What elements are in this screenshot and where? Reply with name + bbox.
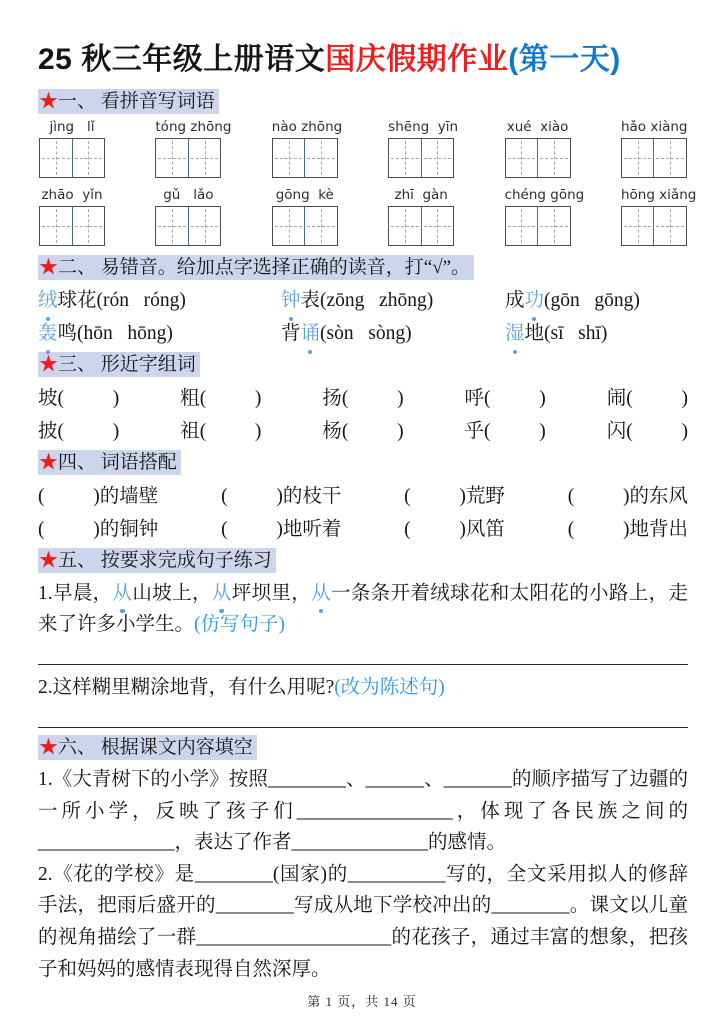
writing-box <box>505 138 571 178</box>
pinyin-word <box>620 186 697 246</box>
writing-cell <box>304 139 337 177</box>
writing-cell <box>72 139 105 177</box>
word-blank: 闹( ) <box>606 388 688 410</box>
phrase-match-row-1 <box>38 480 688 513</box>
word-blank: 乎( ) <box>464 421 546 443</box>
pinyin-label: zhāo yǐn <box>41 186 103 203</box>
writing-cell <box>40 139 72 177</box>
pinyin-label: jìng lǐ <box>49 118 95 135</box>
pinyin-options: (hōn hōng) <box>77 323 173 345</box>
section-5-title: 五、 按要求完成句子练习 <box>58 550 272 572</box>
writing-cell <box>421 207 454 245</box>
dotted-character: 绒 <box>38 284 58 317</box>
pinyin-word <box>39 119 105 178</box>
star-icon: ★ <box>39 256 59 278</box>
fill-blank: ( ) <box>57 421 120 443</box>
section-6-title: 六、 根据课文内容填空 <box>58 736 253 758</box>
writing-cell <box>421 139 454 177</box>
pinyin-word <box>388 118 459 178</box>
star-icon: ★ <box>39 736 59 758</box>
phrase-blank: ( )的东风 <box>567 485 688 507</box>
fill-blank: ( ) <box>404 485 466 507</box>
word-group-row-1 <box>38 382 688 415</box>
writing-cell <box>273 139 305 177</box>
writing-cell <box>389 207 421 245</box>
phrase-blank: ( )地背出 <box>567 519 688 541</box>
pinyin-options: (rón róng) <box>96 290 186 312</box>
star-icon: ★ <box>39 91 59 112</box>
dotted-character: 从 <box>212 578 232 610</box>
phrase-blank: ( )风笛 <box>404 519 505 541</box>
writing-cell <box>389 139 421 177</box>
pinyin-label: shēng yīn <box>388 118 459 135</box>
section-6-heading <box>38 735 688 762</box>
pronunciation-item: 成功(gōn gōng) <box>505 284 688 317</box>
writing-cell <box>506 207 538 245</box>
pinyin-row-2 <box>39 186 697 246</box>
writing-cell <box>304 207 337 245</box>
pinyin-options: (sī shī) <box>544 323 608 345</box>
section-5-heading <box>38 548 688 575</box>
writing-box <box>272 138 338 178</box>
writing-cell <box>537 139 570 177</box>
writing-box <box>388 206 454 246</box>
writing-box <box>621 206 687 246</box>
writing-box <box>505 206 571 246</box>
phrase-blank: ( )的铜钟 <box>38 519 159 541</box>
section-4-title: 四、 词语搭配 <box>58 452 177 474</box>
fill-blank: ( ) <box>567 485 630 507</box>
writing-box <box>155 138 221 178</box>
fill-blank: ( ) <box>221 519 283 541</box>
cloze-question-2: 2.《花的学校》是________(国家)的__________写的，全文采用拟人的修辞手法，把雨后盛开的________写成从地下学校冲出的________。课文以儿童的视角描绘了一群____________________的花孩子，通过丰富的想象，把孩子和妈妈的感情表现得自然深厚。 <box>38 863 688 980</box>
fill-blank: ( ) <box>199 421 262 443</box>
pinyin-label: zhī gàn <box>394 186 448 203</box>
phrase-blank: ( )的枝干 <box>221 485 342 507</box>
fill-blank: ( ) <box>38 519 100 541</box>
fill-blank: ( ) <box>626 421 688 443</box>
section-3-title: 三、 形近字组词 <box>58 354 196 376</box>
answer-line <box>38 704 688 728</box>
word-group-row-2 <box>38 415 688 448</box>
writing-cell <box>72 207 105 245</box>
dotted-character: 钟 <box>281 284 301 317</box>
pinyin-row-1 <box>39 119 687 178</box>
writing-cell <box>156 207 188 245</box>
word-blank: 呼( ) <box>464 388 546 410</box>
phrase-blank: ( )的墙壁 <box>38 485 159 507</box>
section-1-heading <box>38 89 688 116</box>
pronunciation-item: 背诵(sòn sòng) <box>281 317 505 350</box>
pinyin-label: tóng zhōng <box>155 118 232 135</box>
dotted-character: 从 <box>113 578 133 610</box>
pinyin-options: (gōn gōng) <box>544 290 640 312</box>
pronunciation-row-1 <box>38 284 688 317</box>
writing-cell <box>188 139 221 177</box>
phrase-match-row-2 <box>38 513 688 546</box>
writing-cell <box>622 139 654 177</box>
exercise-instruction: (改为陈述句) <box>334 676 445 698</box>
answer-line <box>38 641 688 665</box>
fill-blank: ( ) <box>221 485 283 507</box>
writing-cell <box>273 207 305 245</box>
fill-blank: ( ) <box>404 519 466 541</box>
pinyin-word <box>504 186 585 246</box>
title-course: 25 秋三年级上册语文 <box>38 43 326 76</box>
fill-blank: ( ) <box>341 388 404 410</box>
pinyin-word <box>39 187 105 246</box>
fill-blank: ( ) <box>484 421 546 443</box>
writing-box <box>272 206 338 246</box>
writing-cell <box>537 207 570 245</box>
title-day: (第一天) <box>508 43 621 76</box>
pinyin-word <box>271 118 343 178</box>
writing-box <box>388 138 454 178</box>
pinyin-label: hōng xiǎng <box>620 186 697 203</box>
writing-cell <box>653 139 686 177</box>
fill-blank: ( ) <box>57 388 120 410</box>
word-blank: 粗( ) <box>180 388 262 410</box>
pinyin-word <box>155 187 221 246</box>
pinyin-label: hǎo xiàng <box>620 118 688 135</box>
pinyin-word <box>505 119 571 178</box>
star-icon: ★ <box>39 452 59 474</box>
cloze-question-1: 1.《大青树下的小学》按照________、______、_______的顺序描写了边疆的一所小学，反映了孩子们________________，体现了各民族之间的______________，表达了作者______________的感情。 <box>38 769 688 854</box>
page-number: 第 1 页，共 14 页 <box>307 994 417 1009</box>
section-2-title: 二、 易错音。给加点字选择正确的读音，打“√”。 <box>58 256 471 278</box>
word-blank: 闪( ) <box>606 421 688 443</box>
sentence-exercise-2: 2.这样糊里糊涂地背，有什么用呢?(改为陈述句) <box>38 676 445 698</box>
phrase-blank: ( )荒野 <box>404 485 505 507</box>
writing-cell <box>653 207 686 245</box>
word-blank: 杨( ) <box>322 421 404 443</box>
pinyin-word <box>155 118 232 178</box>
exercise-instruction: (仿写句子) <box>194 614 286 636</box>
star-icon: ★ <box>39 354 59 376</box>
pronunciation-item: 绒球花(rón róng) <box>38 284 281 317</box>
pinyin-word <box>272 187 338 246</box>
writing-box <box>39 206 105 246</box>
fill-blank: ( ) <box>341 421 404 443</box>
page-title <box>38 40 688 79</box>
writing-cell <box>40 207 72 245</box>
word-blank: 披( ) <box>38 421 120 443</box>
writing-cell <box>188 207 221 245</box>
writing-box <box>621 138 687 178</box>
pinyin-options: (zōng zhōng) <box>320 290 434 312</box>
pinyin-word <box>388 187 454 246</box>
sentence-exercise-1: 1.早晨，从山坡上，从坪坝里，从一条条开着绒球花和太阳花的小路上，走来了许多小学生。(仿写句子) <box>38 578 688 641</box>
pinyin-options: (sòn sòng) <box>320 323 412 345</box>
word-blank: 祖( ) <box>180 421 262 443</box>
pinyin-word <box>621 119 687 178</box>
pronunciation-item: 轰鸣(hōn hōng) <box>38 317 281 350</box>
fill-blank: ( ) <box>567 519 630 541</box>
fill-blank: ( ) <box>626 388 688 410</box>
pinyin-label: gǔ lǎo <box>163 186 214 203</box>
pinyin-label: xué xiào <box>506 118 569 135</box>
section-1-title: 一、 看拼音写词语 <box>58 91 215 112</box>
pronunciation-row-2 <box>38 317 688 350</box>
word-blank: 扬( ) <box>322 388 404 410</box>
pronunciation-item: 钟表(zōng zhōng) <box>281 284 505 317</box>
pronunciation-item: 湿地(sī shī) <box>505 317 688 350</box>
writing-box <box>155 206 221 246</box>
fill-blank: ( ) <box>38 485 100 507</box>
word-blank: 坡( ) <box>38 388 120 410</box>
pinyin-label: chéng gōng <box>504 186 585 203</box>
section-2-heading <box>38 255 688 282</box>
title-holiday: 国庆假期作业 <box>325 43 509 76</box>
writing-box <box>39 138 105 178</box>
fill-blank: ( ) <box>484 388 546 410</box>
pinyin-label: nào zhōng <box>271 118 343 135</box>
writing-cell <box>506 139 538 177</box>
pinyin-label: gōng kè <box>275 186 334 203</box>
dotted-character: 诵 <box>301 317 321 350</box>
section-4-heading <box>38 450 688 477</box>
fill-blank: ( ) <box>199 388 262 410</box>
phrase-blank: ( )地听着 <box>221 519 342 541</box>
dotted-character: 轰 <box>38 317 58 350</box>
writing-cell <box>156 139 188 177</box>
dotted-character: 湿 <box>505 317 525 350</box>
star-icon: ★ <box>39 550 59 572</box>
writing-cell <box>622 207 654 245</box>
section-3-heading <box>38 352 688 379</box>
dotted-character: 功 <box>525 284 545 317</box>
dotted-character: 从 <box>311 578 331 610</box>
